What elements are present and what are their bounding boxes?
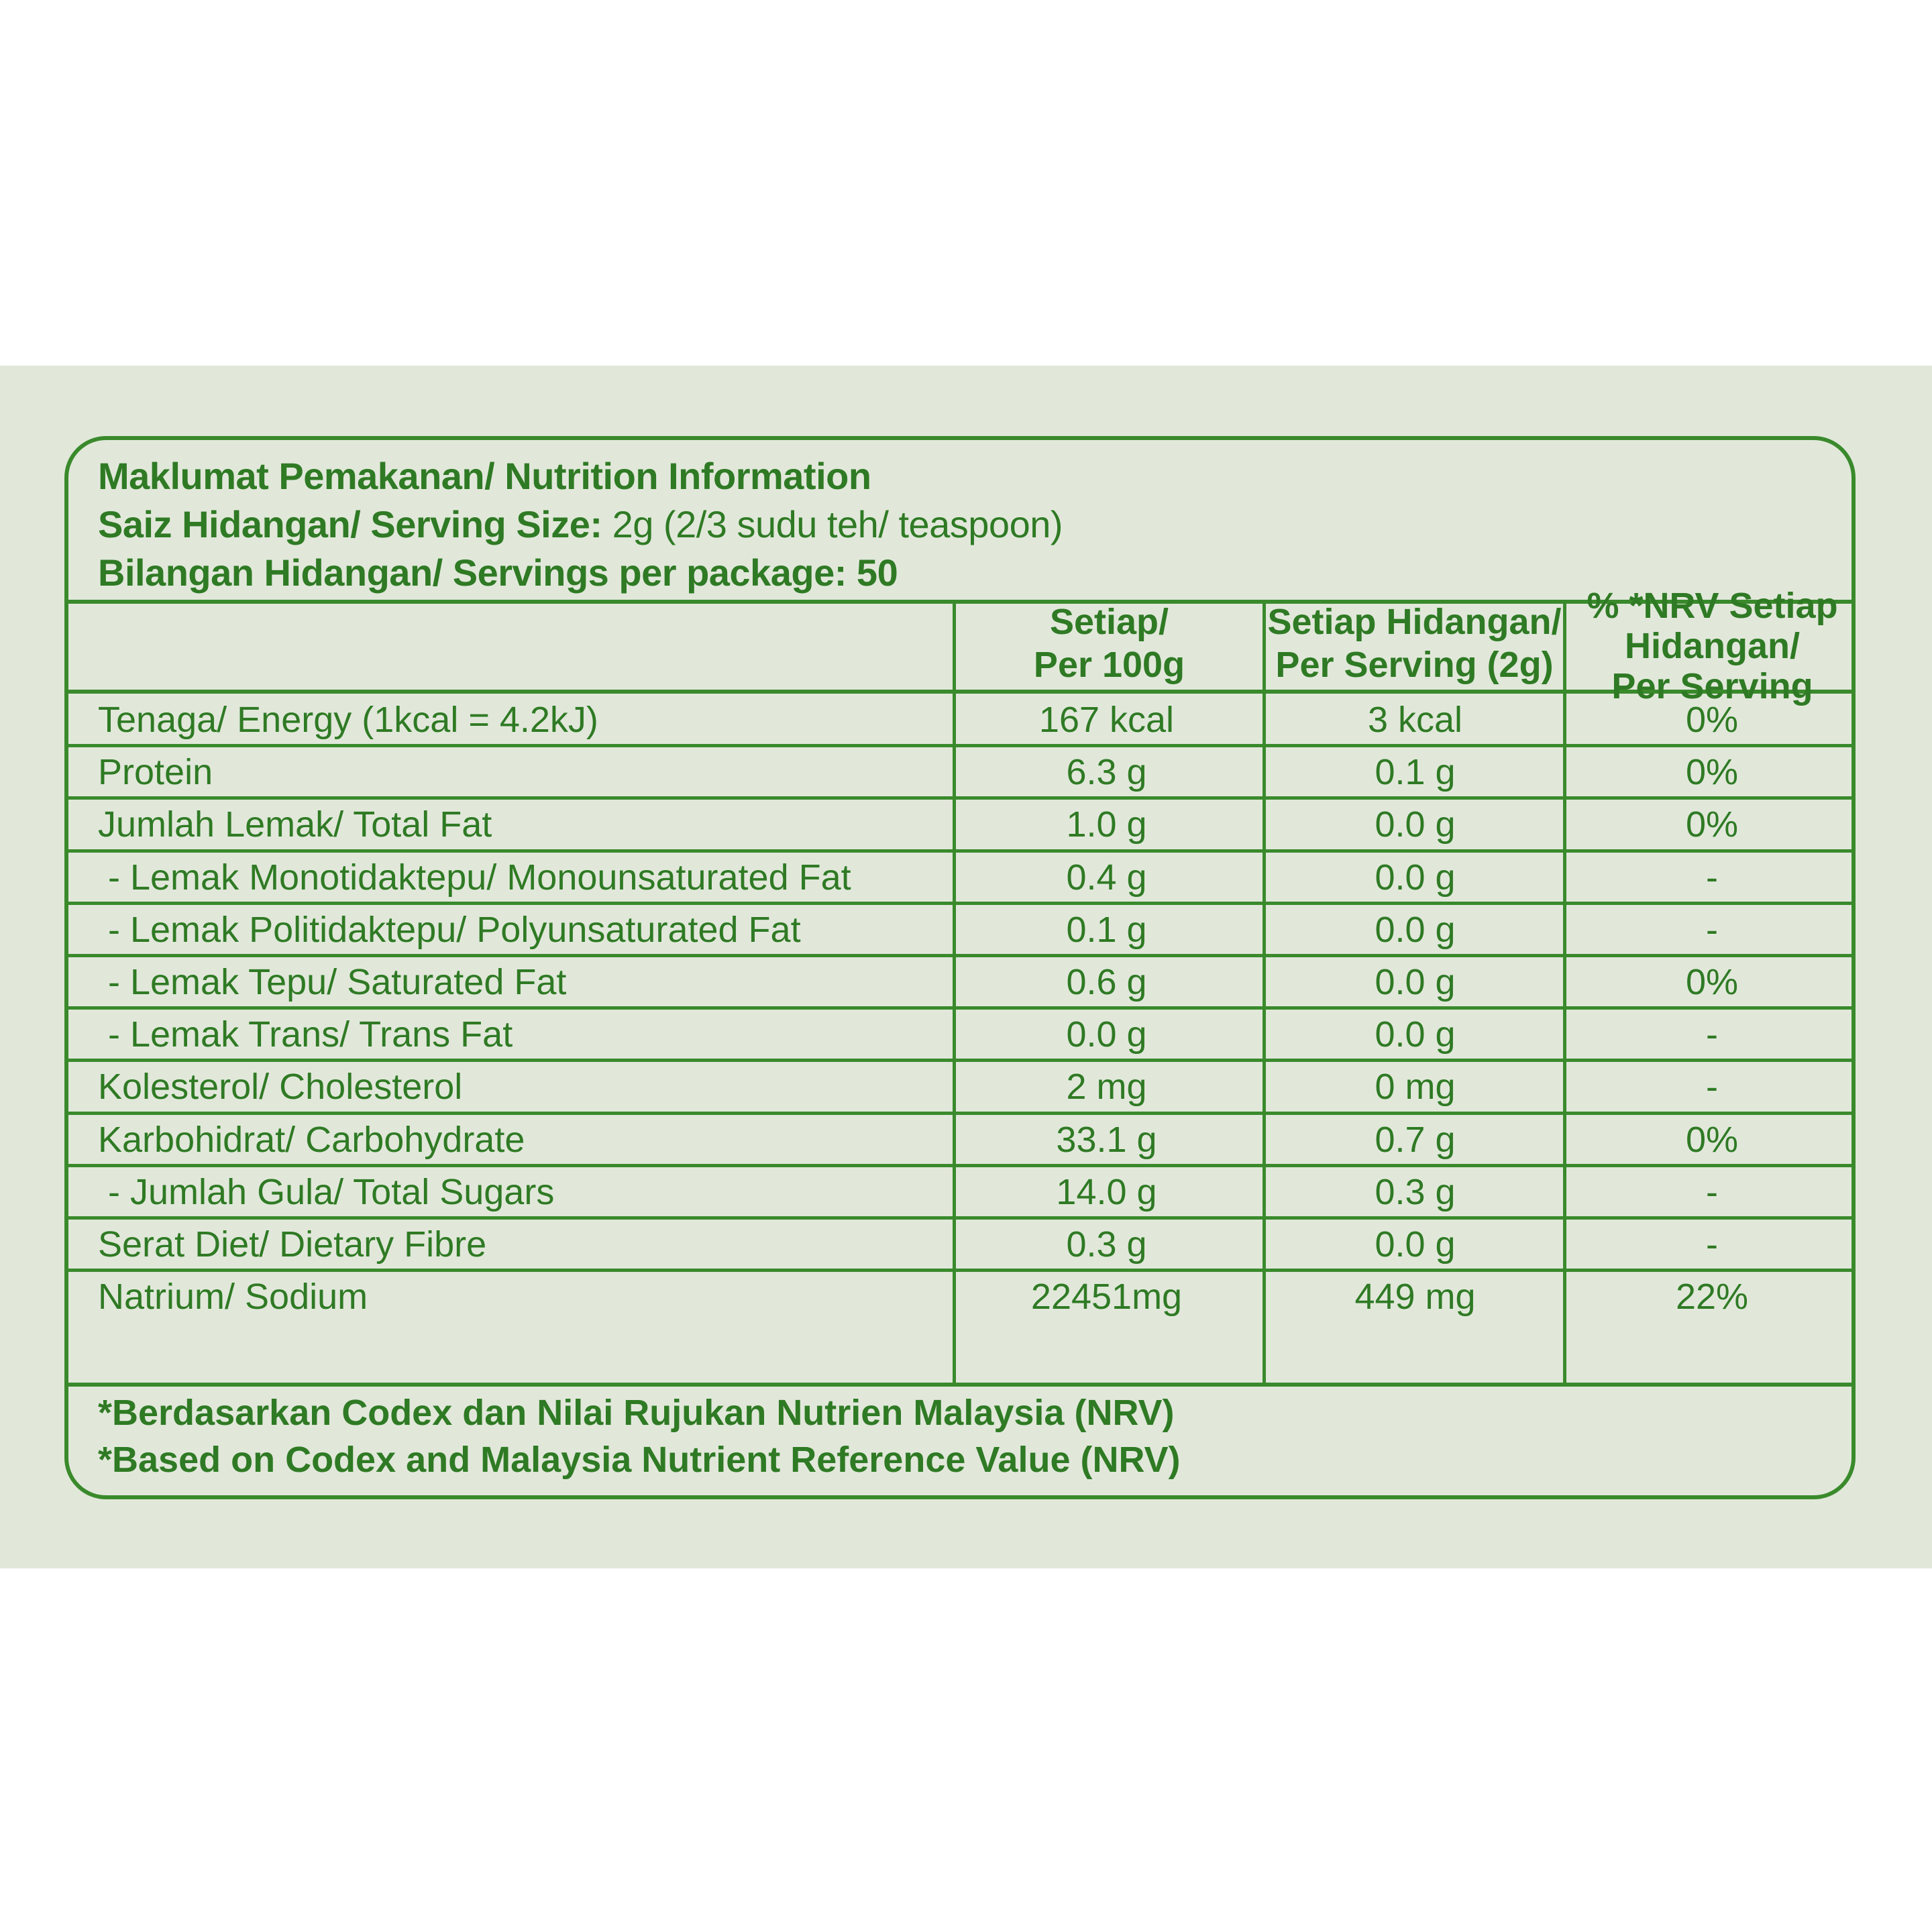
- value-per-100g: 167 kcal: [1038, 700, 1175, 740]
- value-per-100g: 0.6 g: [1066, 962, 1147, 1002]
- column-header-per100: [956, 601, 1263, 686]
- column-header-serving-line1: Setiap Hidangan/: [1267, 602, 1562, 642]
- value-per-serving: 0.0 g: [1375, 857, 1456, 898]
- value-per-serving: 3 kcal: [1367, 700, 1463, 740]
- value-nrv: -: [1706, 1224, 1718, 1265]
- nutrient-name: Natrium/ Sodium: [98, 1277, 368, 1318]
- value-nrv: 22%: [1675, 1277, 1749, 1318]
- footnotes: [98, 1389, 1181, 1483]
- title-ms: Maklumat Pemakanan/: [98, 455, 495, 497]
- value-per-100g: 2 mg: [1066, 1067, 1147, 1108]
- value-nrv: -: [1706, 1171, 1718, 1212]
- nutrient-name: - Lemak Monotidaktepu/ Monounsaturated Fat: [98, 857, 851, 898]
- serving-size-line: [98, 500, 1825, 549]
- table-row: [68, 956, 1851, 1008]
- value-per-serving: 449 mg: [1354, 1277, 1476, 1318]
- value-per-100g: 0.1 g: [1066, 909, 1147, 950]
- serving-size-label: Saiz Hidangan/ Serving Size:: [98, 503, 602, 545]
- column-header-nrv-line1: % *NRV Setiap: [1587, 586, 1838, 626]
- title-line: [98, 452, 1825, 500]
- table-row: [68, 1114, 1851, 1166]
- value-nrv: 0%: [1685, 1119, 1739, 1160]
- table-row: [68, 746, 1851, 798]
- footnote-en: *Based on Codex and Malaysia Nutrient Reference Value (NRV): [98, 1440, 1181, 1480]
- column-header-nrv-line2: Hidangan/: [1624, 626, 1800, 666]
- value-per-serving: 0.0 g: [1375, 1014, 1456, 1055]
- value-per-serving: 0.0 g: [1375, 962, 1456, 1002]
- value-per-100g: 0.0 g: [1066, 1014, 1147, 1055]
- column-header-per100-line1: Setiap/: [1049, 602, 1169, 642]
- value-per-serving: 0.1 g: [1375, 752, 1456, 793]
- value-nrv: 0%: [1685, 752, 1739, 793]
- title-en: Nutrition Information: [504, 455, 871, 497]
- value-per-serving: 0.3 g: [1375, 1171, 1456, 1212]
- value-per-100g: 14.0 g: [1056, 1171, 1157, 1212]
- table-row: [68, 851, 1851, 904]
- nutrient-name: - Lemak Trans/ Trans Fat: [98, 1014, 513, 1055]
- column-header-per100-line2: Per 100g: [1033, 645, 1185, 685]
- footnote-ms: *Berdasarkan Codex dan Nilai Rujukan Nutrien Malaysia (NRV): [98, 1393, 1175, 1433]
- value-per-100g: 0.3 g: [1066, 1224, 1147, 1265]
- table-row: [68, 694, 1851, 746]
- value-per-100g: 6.3 g: [1066, 752, 1147, 793]
- value-nrv: -: [1706, 1014, 1718, 1055]
- value-per-100g: 1.0 g: [1066, 804, 1147, 845]
- value-nrv: -: [1706, 909, 1718, 950]
- nutrient-name: Kolesterol/ Cholesterol: [98, 1067, 463, 1108]
- value-per-serving: 0.0 g: [1375, 909, 1456, 950]
- value-nrv: 0%: [1685, 962, 1739, 1002]
- value-nrv: 0%: [1685, 804, 1739, 845]
- nutrient-name: Karbohidrat/ Carbohydrate: [98, 1119, 525, 1160]
- value-per-serving: 0 mg: [1375, 1067, 1456, 1108]
- table-row: [68, 798, 1851, 851]
- table-row: [68, 1271, 1851, 1323]
- label-header: [98, 452, 1825, 597]
- nutrient-name: Serat Diet/ Dietary Fibre: [98, 1224, 487, 1265]
- nutrient-name: - Lemak Politidaktepu/ Polyunsaturated Fat: [98, 909, 801, 950]
- column-header-nrv: [1566, 586, 1856, 706]
- table-row: [68, 904, 1851, 956]
- column-header-serving: [1266, 601, 1563, 686]
- value-nrv: -: [1706, 857, 1718, 898]
- value-nrv: 0%: [1685, 700, 1739, 740]
- servings-line: [98, 549, 1825, 597]
- table-row: [68, 1218, 1851, 1271]
- nutrient-name: Tenaga/ Energy (1kcal = 4.2kJ): [98, 700, 598, 740]
- nutrient-name: Protein: [98, 752, 213, 793]
- serving-size-value: 2g (2/3 sudu teh/ teaspoon): [612, 503, 1063, 545]
- nutrient-name: - Lemak Tepu/ Saturated Fat: [98, 962, 567, 1002]
- nutrient-name: - Jumlah Gula/ Total Sugars: [98, 1171, 555, 1212]
- table-row: [68, 1008, 1851, 1061]
- servings-label: Bilangan Hidangan/ Servings per package: 50: [98, 551, 898, 594]
- footer-divider: [68, 1383, 1851, 1387]
- value-per-100g: 33.1 g: [1056, 1119, 1157, 1160]
- value-nrv: -: [1706, 1067, 1718, 1108]
- value-per-serving: 0.7 g: [1375, 1119, 1456, 1160]
- table-row: [68, 1166, 1851, 1218]
- value-per-100g: 22451mg: [1030, 1277, 1183, 1318]
- nutrition-label: [64, 436, 1856, 1499]
- table-row: [68, 1061, 1851, 1113]
- value-per-100g: 0.4 g: [1066, 857, 1147, 898]
- column-header-nrv-line3: Per Serving: [1611, 666, 1813, 706]
- nutrient-name: Jumlah Lemak/ Total Fat: [98, 804, 492, 845]
- value-per-serving: 0.0 g: [1375, 804, 1456, 845]
- column-header-serving-line2: Per Serving (2g): [1275, 645, 1554, 685]
- value-per-serving: 0.0 g: [1375, 1224, 1456, 1265]
